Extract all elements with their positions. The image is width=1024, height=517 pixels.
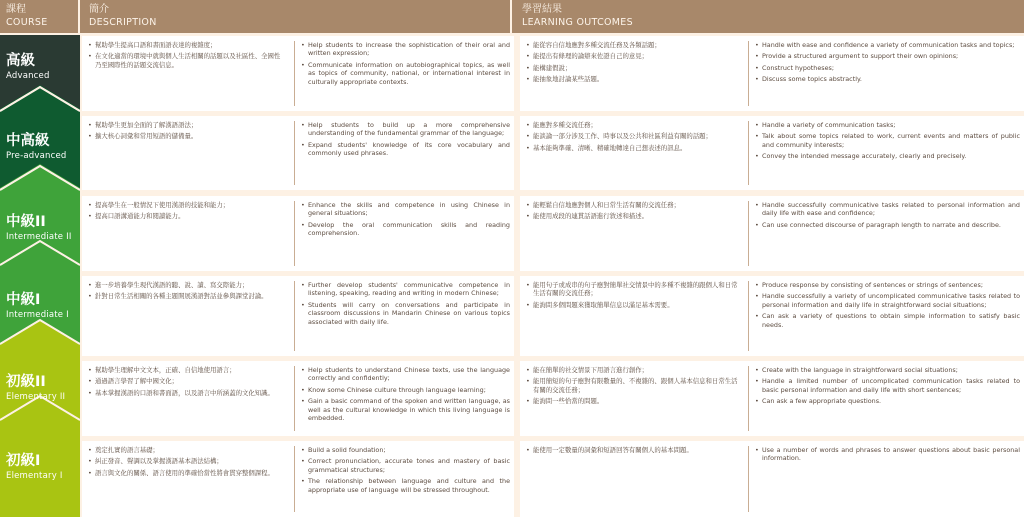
bullet-item: • Correct pronunciation, accurate tones and mastery of basic grammatical structures; <box>301 457 510 474</box>
outcomes-en <box>748 201 1024 266</box>
bullet-item: • 能使用成段的連貫話語進行敘述和描述。 <box>526 212 740 220</box>
bullet-item: • Develop the oral communication skills and reading comprehension. <box>301 221 510 238</box>
outcomes-en <box>748 41 1024 106</box>
bullet-item: • Gain a basic command of the spoken and written language, as well as the cultural knowledge in which this living language is embedded. <box>301 397 510 422</box>
level-en: Advanced <box>6 71 50 81</box>
description-en <box>294 281 514 351</box>
table-row <box>82 361 1024 436</box>
header-outcomes-en: LEARNING OUTCOMES <box>522 17 633 28</box>
level-en: Pre-advanced <box>6 151 67 161</box>
bullet-item: • Help students to build up a more comprehensive understanding of the fundamental grammar of the language; <box>301 121 510 138</box>
level-zh: 初級II <box>6 374 46 390</box>
bullet-item: • Build a solid foundation; <box>301 446 510 454</box>
outcomes-en <box>748 121 1024 185</box>
bullet-item: • 能在簡單的社交情景下用語言進行創作； <box>526 366 740 374</box>
bullet-item: • 進一步培養學生現代漢語的聽、說、讀、寫交際能力； <box>88 281 286 289</box>
description-en <box>294 41 514 106</box>
outcomes-zh <box>520 366 748 431</box>
bullet-item: • 能用句子或成串的句子應對簡單社交情景中的多種不複雜的跟個人和日常生活有關的交流任務； <box>526 281 740 298</box>
bullet-item: • 糾正發音、聲調以及掌握漢語基本語法結構； <box>88 457 286 465</box>
bullet-item: • 能詢問多個問題來獲取簡單信息以滿足基本需要。 <box>526 301 740 309</box>
description-cell <box>82 116 514 190</box>
description-cell <box>82 441 514 517</box>
bullet-item: • 提高學生在一般情況下使用漢語的技能和能力； <box>88 201 286 209</box>
bullet-item: • 能抽象地討論某些話題。 <box>526 75 740 83</box>
bullet-item: • 幫助學生提高口語和書面語表達的複雜度； <box>88 41 286 49</box>
header-course-zh: 課程 <box>6 4 26 15</box>
outcomes-zh <box>520 446 748 512</box>
outcomes-zh <box>520 201 748 266</box>
bullet-item: • Create with the language in straightforward social situations; <box>755 366 1020 374</box>
bullet-item: • Produce response by consisting of sentences or strings of sentences; <box>755 281 1020 289</box>
description-zh <box>82 281 294 351</box>
description-cell <box>82 36 514 111</box>
bullet-item: • 通過語言學習了解中國文化； <box>88 377 286 385</box>
bullet-item: • 語言與文化的關係、語言使用的準確恰當性將會貫穿整個課程。 <box>88 469 286 477</box>
bullet-item: • Help students to increase the sophistication of their oral and written expression; <box>301 41 510 58</box>
outcomes-en <box>748 446 1024 512</box>
bullet-item: • The relationship between language and culture and the appropriate use of language will be stressed throughout. <box>301 477 510 494</box>
level-en: Elementary II <box>6 392 66 402</box>
bullet-item: • Talk about some topics related to work, current events and matters of public and community interests; <box>755 132 1020 149</box>
bullet-item: • Handle successfully communicative tasks related to personal information and daily life with ease and confidence; <box>755 201 1020 218</box>
header-outcomes-zh: 學習結果 <box>522 4 562 15</box>
bullet-item: • Discuss some topics abstractly. <box>755 75 1020 83</box>
bullet-item: • Communicate information on autobiographical topics, as well as topics of community, national, or international interest in culturally appropriate contexts. <box>301 61 510 86</box>
bullet-item: • Handle a variety of communication tasks; <box>755 121 1020 129</box>
bullet-item: • 能用簡短的句子應對有限數量的、不複雜的、跟個人基本信息和日常生活有關的交流任務； <box>526 377 740 394</box>
description-zh <box>82 446 294 512</box>
description-zh <box>82 201 294 266</box>
bullet-item: • 幫助學生更加全面的了解漢語語法； <box>88 121 286 129</box>
level-en: Intermediate I <box>6 310 69 320</box>
level-chevrons-overlay <box>0 35 80 517</box>
header-course <box>0 0 80 33</box>
bullet-item: • 能提出有條理的論辯來佐證自己的意見； <box>526 52 740 60</box>
bullet-item: • Can ask a variety of questions to obtain simple information to satisfy basic needs. <box>755 312 1020 329</box>
bullet-item: • Help students to understand Chinese texts, use the language correctly and confidently; <box>301 366 510 383</box>
outcomes-cell <box>520 116 1024 190</box>
description-cell <box>82 196 514 271</box>
bullet-item: • Know some Chinese culture through language learning; <box>301 386 510 394</box>
bullet-item: • 基本掌握漢語的口語和書面語，以及語言中所涵蓋的文化知識。 <box>88 389 286 397</box>
outcomes-cell <box>520 36 1024 111</box>
table-row <box>82 196 1024 271</box>
outcomes-cell <box>520 196 1024 271</box>
bullet-item: • 提高口語溝通能力和閱讀能力。 <box>88 212 286 220</box>
level-zh: 高級 <box>6 53 35 69</box>
level-zh: 中級II <box>6 214 46 230</box>
bullet-item: • 能從容自信地應對多種交流任務及各類話題； <box>526 41 740 49</box>
outcomes-cell <box>520 441 1024 517</box>
bullet-item: • 基本能夠準確、清晰、精確地轉達自己想表述的訊息。 <box>526 144 740 152</box>
description-cell <box>82 276 514 356</box>
outcomes-en <box>748 366 1024 431</box>
level-en: Elementary I <box>6 471 63 481</box>
level-zh: 中級I <box>6 292 41 308</box>
description-en <box>294 446 514 512</box>
bullet-item: • Handle successfully a variety of uncomplicated communicative tasks related to personal information and daily life in straightforward social situations; <box>755 292 1020 309</box>
bullet-item: • 能詢問一些恰當的問題。 <box>526 397 740 405</box>
bullet-item: • 在文化適當的環境中就與個人生活相關的話題以及社區性、全國性乃至國際性的話題交流信息。 <box>88 52 286 69</box>
level-zh: 初級I <box>6 453 41 469</box>
level-en: Intermediate II <box>6 232 72 242</box>
header-description <box>80 0 512 33</box>
outcomes-zh <box>520 281 748 351</box>
bullet-item: • 能輕鬆自信地應對個人和日常生活有關的交流任務； <box>526 201 740 209</box>
description-zh <box>82 366 294 431</box>
table-header <box>0 0 1024 33</box>
bullet-item: • 能使用一定數量的詞彙和短語回答有關個人的基本問題。 <box>526 446 740 454</box>
bullet-item: • 奠定扎實的語言基礎； <box>88 446 286 454</box>
bullet-item: • 幫助學生理解中文文本，正確、自信地使用語言； <box>88 366 286 374</box>
bullet-item: • 能應對多種交流任務； <box>526 121 740 129</box>
bullet-item: • Handle with ease and confidence a variety of communication tasks and topics; <box>755 41 1020 49</box>
bullet-item: • Enhance the skills and competence in using Chinese in general situations; <box>301 201 510 218</box>
bullet-item: • Can use connected discourse of paragraph length to narrate and describe. <box>755 221 1020 229</box>
bullet-item: • 擴大核心詞彙和常用短語的儲備量。 <box>88 132 286 140</box>
bullet-item: • Expand students' knowledge of its core vocabulary and commonly used phrases. <box>301 141 510 158</box>
bullet-item: • Students will carry on conversations and participate in classroom discussions in Mandarin Chinese on various topics associated with daily life. <box>301 301 510 326</box>
header-outcomes <box>512 0 1024 33</box>
bullet-item: • Provide a structured argument to support their own opinions; <box>755 52 1020 60</box>
outcomes-en <box>748 281 1024 351</box>
bullet-item: • Handle a limited number of uncomplicated communication tasks related to basic personal information and daily life with short sentences; <box>755 377 1020 394</box>
description-zh <box>82 121 294 185</box>
header-description-en: DESCRIPTION <box>89 17 157 28</box>
bullet-item: • Use a number of words and phrases to answer questions about basic personal information. <box>755 446 1020 463</box>
level-zh: 中高級 <box>6 133 50 149</box>
bullet-item: • Construct hypotheses; <box>755 64 1020 72</box>
description-en <box>294 201 514 266</box>
header-description-zh: 簡介 <box>89 4 109 15</box>
table-row <box>82 441 1024 517</box>
table-row <box>82 276 1024 356</box>
bullet-item: • 針對日常生活相關的各種主題開展漢語對話並參與課堂討論。 <box>88 292 286 300</box>
bullet-item: • Further develop students' communicative competence in listening, speaking, reading and writing in modern Chinese; <box>301 281 510 298</box>
description-en <box>294 121 514 185</box>
bullet-item: • Convey the intended message accurately, clearly and precisely. <box>755 152 1020 160</box>
outcomes-cell <box>520 361 1024 436</box>
outcomes-zh <box>520 41 748 106</box>
bullet-item: • 能談論一部分涉及工作、時事以及公共和社區利益有關的話題； <box>526 132 740 140</box>
description-zh <box>82 41 294 106</box>
level-column <box>0 35 80 517</box>
bullet-item: • Can ask a few appropriate questions. <box>755 397 1020 405</box>
outcomes-zh <box>520 121 748 185</box>
description-en <box>294 366 514 431</box>
outcomes-cell <box>520 276 1024 356</box>
bullet-item: • 能構建假說； <box>526 64 740 72</box>
header-course-en: COURSE <box>6 17 48 28</box>
table-row <box>82 36 1024 111</box>
description-cell <box>82 361 514 436</box>
table-row <box>82 116 1024 190</box>
